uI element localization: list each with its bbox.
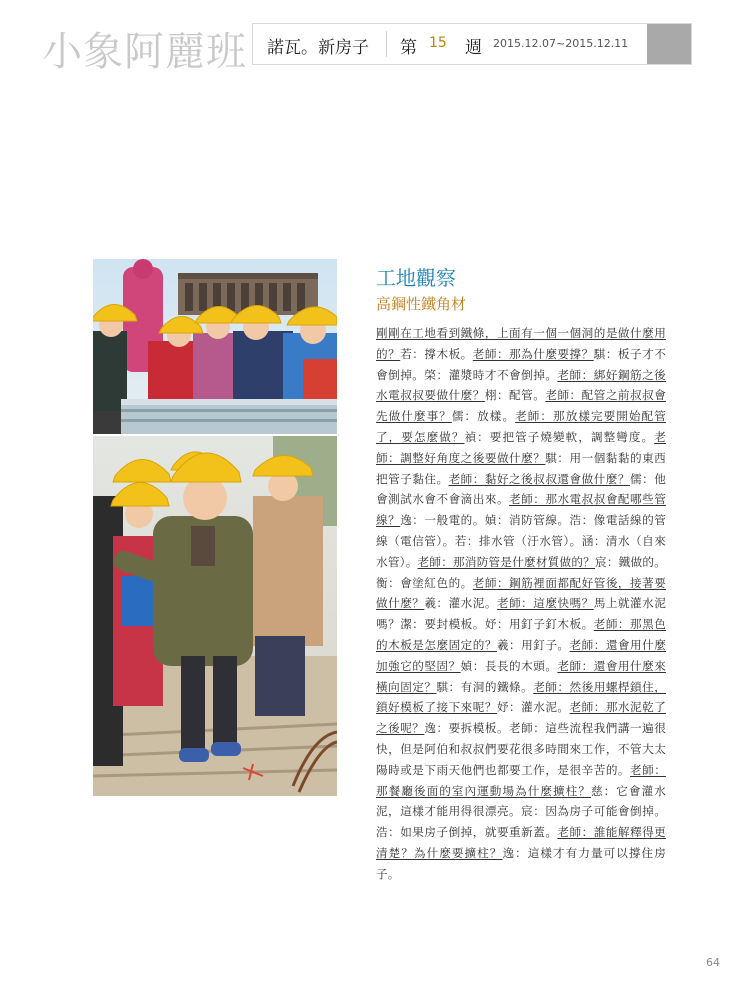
header-separator <box>386 31 387 57</box>
week-label: 第 <box>400 38 417 58</box>
section-title: 工地觀察 <box>376 266 456 290</box>
project-title: 諾瓦。新房子 <box>267 38 369 58</box>
teacher-question: 老師：調整好角度之後要做什麼？ <box>376 429 666 465</box>
teacher-question: 老師：那水電叔叔會配哪些管線？ <box>376 492 667 528</box>
child-answer: 逸：一般電的。媜：消防管線。浩：像電話線的管線（電信管）。若：排水管（汙水管）。涵：清水（自來水管）。 <box>376 513 667 569</box>
date-range: 2015.12.07~2015.12.11 <box>493 37 629 50</box>
child-answer: 儒：放樣。 <box>451 409 516 424</box>
child-answer: 騏：用一個黏黏的東西把管子黏住。 <box>376 450 666 486</box>
teacher-question: 老師：然後用螺桿鎖住，鎖好模板了接下來呢？ <box>376 679 666 715</box>
child-answer: 儒：他會測試水會不會滴出來。 <box>376 471 666 507</box>
child-answer: 禎：要把管子燒變軟，調整彎度。 <box>464 429 655 444</box>
child-answer: 騏：有洞的鐵條。 <box>436 679 534 694</box>
class-name-logo: 小象阿麗班 <box>42 29 247 75</box>
child-answer: 馬上就灌水泥嗎？潔：要封模板。妤：用釘子釘木板。 <box>376 596 667 632</box>
child-answer: 若：撐木板。 <box>400 346 473 361</box>
child-answer: 騏：板子才不會倒掉。棨：灌漿時才不會倒掉。 <box>376 346 667 382</box>
child-answer: 媜：長長的木頭。 <box>460 658 558 673</box>
teacher-question: 老師：黏好之後叔叔還會做什麼？ <box>448 471 630 486</box>
teacher-question: 老師：那黑色的木板是怎麼固定的？ <box>376 617 666 652</box>
child-answer: 逸：要拆模板。老師：這些流程我們講一遍很快，但是阿伯和叔叔們要花很多時間來工作，不管大太陽時或是下雨天他們也都要工作，是很辛苦的。 <box>376 721 666 777</box>
child-answer: 宸：鐵做的。衡：會塗紅色的。 <box>376 554 666 590</box>
teacher-question: 老師：這麼快嗎？ <box>496 596 594 611</box>
teacher-question: 老師：那餐廳後面的室內運動場為什麼擴柱？ <box>376 762 667 798</box>
photo-children-at-railing <box>93 259 337 434</box>
page-number: 64 <box>706 956 720 969</box>
photo-child-at-construction-site <box>93 436 337 796</box>
header-gray-block <box>647 24 691 64</box>
child-answer: 慈：它會灌水泥，這樣才能用得很漂亮。宸：因為房子可能會倒掉。浩：如果房子倒掉，就要重新蓋。 <box>376 783 667 840</box>
teacher-question: 老師：誰能解釋得更清楚？為什麼要擴柱？ <box>376 825 666 860</box>
teacher-question: 老師：那消防管是什麼材質做的？ <box>417 554 596 569</box>
teacher-question: 老師：鋼筋裡面都配好管後，接著要做什麼？ <box>376 575 666 611</box>
teacher-question: 老師：還會用什麼來橫向固定？ <box>376 658 666 694</box>
teacher-question: 老師：還會用什麼加強它的堅固？ <box>376 637 666 673</box>
section-subtitle: 高鋼性鐵角材 <box>376 295 467 313</box>
child-answer: 羲：用釘子。 <box>496 637 570 652</box>
teacher-question: 老師：那放樣完要開始配管了，要怎麼做？ <box>376 409 666 444</box>
child-answer: 羲：灌水泥。 <box>424 596 497 611</box>
teacher-question: 老師：配管之前叔叔會先做什麼事？ <box>376 388 666 424</box>
teacher-question: 老師：綁好鋼筋之後水電叔叔要做什麼？ <box>376 367 666 403</box>
week-number: 15 <box>429 35 447 51</box>
teacher-question: 老師：那為什麼要撐？ <box>472 346 594 361</box>
teacher-question: 剛剛在工地看到鐵條，上面有一個一個洞的是做什麼用的？ <box>376 326 666 361</box>
child-answer: 逸：這樣才有力量可以撐住房子。 <box>376 845 666 881</box>
header-bar <box>252 23 692 65</box>
child-answer: 栩：配管。 <box>484 388 546 403</box>
week-suffix: 週 <box>465 38 482 58</box>
child-answer: 妤：灌水泥。 <box>496 700 570 715</box>
teacher-question: 老師：那水泥乾了之後呢？ <box>376 700 666 736</box>
body-text <box>376 323 666 885</box>
